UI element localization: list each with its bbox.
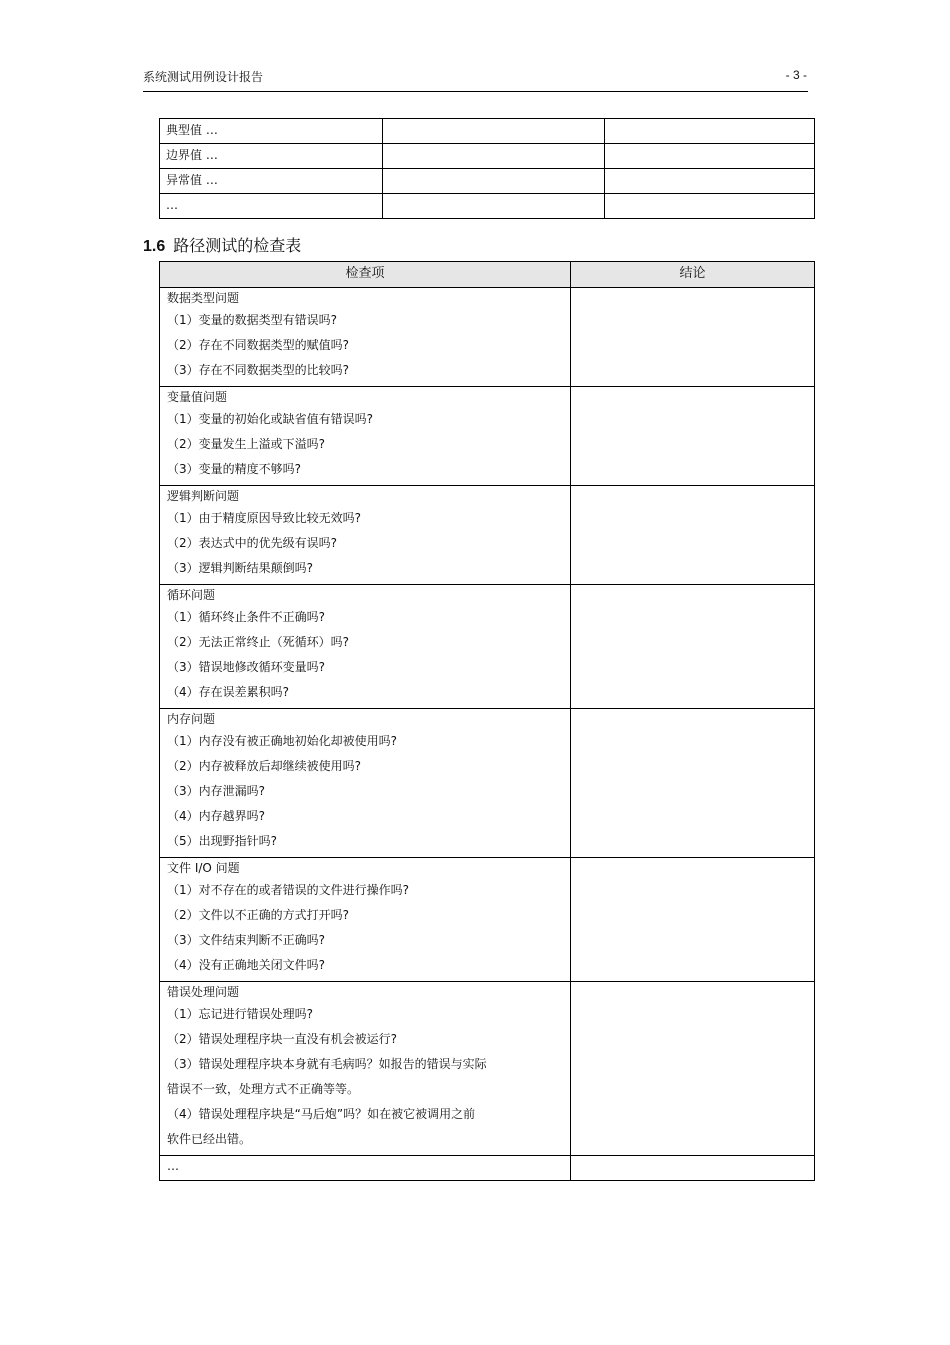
check-question: （4）没有正确地关闭文件吗?: [167, 958, 326, 972]
header-check-item: 检查项: [160, 262, 571, 288]
check-question: （1）内存没有被正确地初始化却被使用吗?: [167, 734, 398, 748]
conclusion-cell: [571, 387, 815, 486]
check-item-cell: [160, 858, 571, 982]
checklist-group-row: [160, 858, 815, 982]
value-table: [159, 118, 815, 219]
section-heading: [143, 233, 301, 256]
path-test-checklist-table: [159, 261, 815, 1181]
empty-cell: [383, 144, 605, 169]
checklist-group-row: [160, 486, 815, 585]
check-question: （4）错误处理程序块是“马后炮”吗？如在被它被调用之前: [167, 1107, 476, 1121]
empty-cell: [571, 1156, 815, 1181]
check-question: （2）变量发生上溢或下溢吗?: [167, 437, 326, 451]
group-title: 错误处理问题: [167, 985, 240, 999]
table-row: [160, 194, 815, 219]
check-question: （2）文件以不正确的方式打开吗?: [167, 908, 350, 922]
check-question: 错误不一致，处理方式不正确等等。: [167, 1082, 360, 1096]
check-item-cell: [160, 387, 571, 486]
check-question: 软件已经出错。: [167, 1132, 252, 1146]
check-item-cell: [160, 288, 571, 387]
checklist-group-row: [160, 982, 815, 1156]
group-title: 文件 I/O 问题: [167, 861, 240, 875]
check-question: （3）变量的精度不够吗?: [167, 462, 302, 476]
empty-cell: [605, 194, 815, 219]
check-question: （3）逻辑判断结果颠倒吗?: [167, 561, 314, 575]
group-title: 数据类型问题: [167, 291, 240, 305]
section-title: 路径测试的检查表: [173, 236, 302, 255]
check-question: （4）内存越界吗?: [167, 809, 266, 823]
ellipsis-cell: …: [160, 1156, 571, 1181]
table-header-row: [160, 262, 815, 288]
empty-cell: [605, 144, 815, 169]
table-row: [160, 169, 815, 194]
header-rule: [143, 91, 808, 92]
check-question: （3）文件结束判断不正确吗?: [167, 933, 326, 947]
check-question: （5）出现野指针吗?: [167, 834, 278, 848]
check-question: （1）由于精度原因导致比较无效吗?: [167, 511, 362, 525]
empty-cell: [383, 119, 605, 144]
checklist-group-row: [160, 387, 815, 486]
check-question: （4）存在误差累积吗?: [167, 685, 290, 699]
check-question: （1）对不存在的或者错误的文件进行操作吗?: [167, 883, 410, 897]
checklist-group-row: [160, 288, 815, 387]
empty-cell: [383, 169, 605, 194]
check-item-cell: [160, 486, 571, 585]
conclusion-cell: [571, 486, 815, 585]
table-row: [160, 144, 815, 169]
conclusion-cell: [571, 982, 815, 1156]
check-question: （3）错误处理程序块本身就有毛病吗？如报告的错误与实际: [167, 1057, 487, 1071]
value-category-cell: …: [160, 194, 383, 219]
value-category-cell: 异常值 …: [160, 169, 383, 194]
conclusion-cell: [571, 858, 815, 982]
check-item-cell: [160, 709, 571, 858]
check-question: （2）内存被释放后却继续被使用吗?: [167, 759, 362, 773]
group-title: 循环问题: [167, 588, 216, 602]
empty-cell: [605, 169, 815, 194]
section-number: 1.6: [143, 238, 166, 255]
check-question: （2）无法正常终止（死循环）吗?: [167, 635, 350, 649]
group-title: 变量值问题: [167, 390, 228, 404]
conclusion-cell: [571, 709, 815, 858]
check-question: （1）变量的数据类型有错误吗?: [167, 313, 338, 327]
check-question: （3）错误地修改循环变量吗?: [167, 660, 326, 674]
check-item-cell: [160, 982, 571, 1156]
conclusion-cell: [571, 585, 815, 709]
check-question: （3）内存泄漏吗?: [167, 784, 266, 798]
empty-cell: [605, 119, 815, 144]
table-row: [160, 119, 815, 144]
check-question: （2）表达式中的优先级有误吗?: [167, 536, 338, 550]
page-header-title: 系统测试用例设计报告: [143, 70, 264, 84]
value-category-cell: 典型值 …: [160, 119, 383, 144]
value-category-cell: 边界值 …: [160, 144, 383, 169]
check-question: （2）存在不同数据类型的赋值吗?: [167, 338, 350, 352]
table-row: [160, 1156, 815, 1181]
group-title: 内存问题: [167, 712, 216, 726]
check-question: （2）错误处理程序块一直没有机会被运行?: [167, 1032, 398, 1046]
checklist-group-row: [160, 585, 815, 709]
conclusion-cell: [571, 288, 815, 387]
header-conclusion: 结论: [571, 262, 815, 288]
check-item-cell: [160, 585, 571, 709]
check-question: （3）存在不同数据类型的比较吗?: [167, 363, 350, 377]
empty-cell: [383, 194, 605, 219]
check-question: （1）忘记进行错误处理吗?: [167, 1007, 314, 1021]
check-question: （1）变量的初始化或缺省值有错误吗?: [167, 412, 374, 426]
checklist-group-row: [160, 709, 815, 858]
check-question: （1）循环终止条件不正确吗?: [167, 610, 326, 624]
page-number: - 3 -: [785, 68, 807, 82]
group-title: 逻辑判断问题: [167, 489, 240, 503]
